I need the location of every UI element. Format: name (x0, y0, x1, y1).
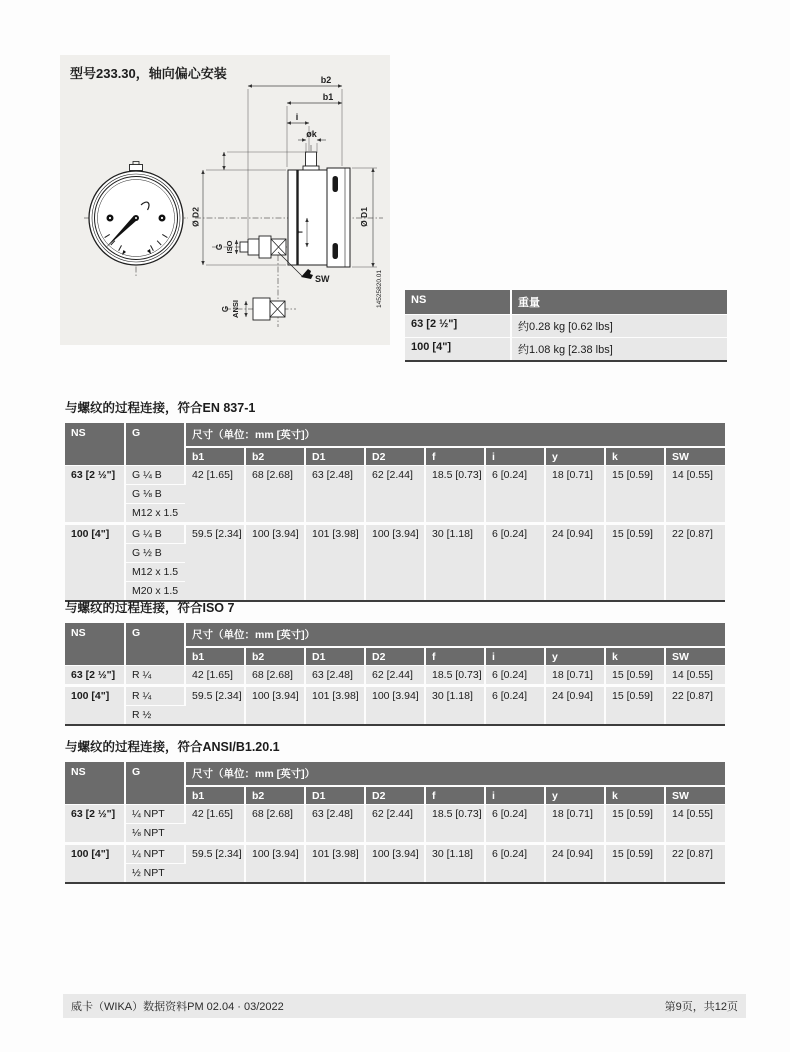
dim-cell: 59.5 [2.34] (185, 686, 245, 725)
col-header: b2 (245, 647, 305, 666)
dim-cell: 18 [0.71] (545, 805, 605, 844)
section-iso7 (65, 598, 725, 726)
dim-cell: 62 [2.44] (365, 466, 425, 524)
section-title: 与螺纹的过程连接，符合EN 837-1 (65, 401, 256, 415)
ns-cell: 63 [2 ½"] (65, 466, 125, 524)
section-title: 与螺纹的过程连接，符合ISO 7 (65, 601, 235, 615)
col-header: i (485, 447, 545, 466)
iso-connection (240, 236, 286, 258)
col-header: SW (665, 447, 725, 466)
thread-cell: G ⅛ B (125, 485, 185, 504)
dim-cell: 22 [0.87] (665, 844, 725, 883)
col-header: D2 (365, 647, 425, 666)
label-b1: b1 (322, 92, 334, 102)
thread-cell: R ¼ (125, 686, 185, 706)
header-row (65, 423, 725, 447)
thread-cell: M20 x 1.5 (125, 582, 185, 601)
col-header-g: G (125, 623, 185, 666)
dim-cell: 30 [1.18] (425, 524, 485, 601)
drawing-panel (60, 55, 390, 345)
dim-head (65, 423, 725, 466)
table-row (65, 805, 725, 824)
ns-cell: 100 [4"] (65, 686, 125, 725)
section-en837 (65, 398, 725, 602)
fill-plug (306, 152, 317, 166)
col-header-dimensions: 尺寸（单位：mm [英寸]） (185, 423, 725, 447)
dim-cell: 18.5 [0.73] (425, 666, 485, 686)
dim-head (65, 623, 725, 666)
col-header: y (545, 447, 605, 466)
thread-cell: ¼ NPT (125, 805, 185, 824)
col-header: f (425, 447, 485, 466)
dim-cell: 6 [0.24] (485, 524, 545, 601)
weight-cell: 约0.28 kg [0.62 lbs] (511, 315, 727, 338)
dim-cell: 68 [2.68] (245, 466, 305, 524)
thread-cell: ½ NPT (125, 864, 185, 883)
dim-cell: 100 [3.94] (245, 524, 305, 601)
col-header-ns: NS (65, 423, 125, 466)
table-row (65, 524, 725, 544)
label-sw: SW (315, 274, 330, 284)
col-header: b2 (245, 786, 305, 805)
weight-table (405, 290, 727, 362)
dim-cell: 22 [0.87] (665, 686, 725, 725)
thread-cell: R ¼ (125, 666, 185, 686)
dim-cell: 100 [3.94] (365, 844, 425, 883)
wrench-icon (301, 269, 313, 279)
dim-cell: 15 [0.59] (605, 686, 665, 725)
dim-cell: 24 [0.94] (545, 686, 605, 725)
weight-body (405, 315, 727, 361)
ns-cell: 63 [2 ½"] (405, 315, 511, 338)
col-header: D2 (365, 447, 425, 466)
dim-cell: 62 [2.44] (365, 666, 425, 686)
col-header: SW (665, 647, 725, 666)
dim-cell: 63 [2.48] (305, 805, 365, 844)
col-header: y (545, 647, 605, 666)
dim-body (65, 466, 725, 601)
gauge-side-view (195, 145, 383, 327)
header-row (65, 623, 725, 647)
col-header: D1 (305, 786, 365, 805)
col-header: b2 (245, 447, 305, 466)
label-b2: b2 (320, 75, 332, 85)
dim-cell: 68 [2.68] (245, 666, 305, 686)
table-row (65, 666, 725, 686)
dim-cell: 100 [3.94] (245, 844, 305, 883)
col-header-ns: NS (65, 623, 125, 666)
dimension-labels (191, 75, 384, 318)
dim-cell: 15 [0.59] (605, 805, 665, 844)
dim-cell: 15 [0.59] (605, 666, 665, 686)
label-g-ansi-g: G (221, 305, 230, 313)
label-g-iso: ISO (225, 240, 234, 254)
col-header: SW (665, 786, 725, 805)
dim-cell: 42 [1.65] (185, 466, 245, 524)
col-header: D1 (305, 647, 365, 666)
dim-body (65, 805, 725, 883)
col-header: D1 (305, 447, 365, 466)
dim-cell: 6 [0.24] (485, 686, 545, 725)
ns-cell: 100 [4"] (405, 338, 511, 361)
clamp-tab-top (333, 176, 339, 192)
col-header: 重量 (511, 290, 727, 315)
drawing-title: 型号233.30，轴向偏心安装 (70, 66, 227, 81)
col-header: b1 (185, 647, 245, 666)
header-row (405, 290, 727, 315)
dim-cell: 100 [3.94] (245, 686, 305, 725)
dim-cell: 15 [0.59] (605, 466, 665, 524)
dim-cell: 14 [0.55] (665, 666, 725, 686)
table-row (65, 466, 725, 485)
col-header-ns: NS (65, 762, 125, 805)
thread-cell: G ½ B (125, 544, 185, 563)
dim-body (65, 666, 725, 725)
thread-cell: ⅛ NPT (125, 824, 185, 844)
dim-cell: 59.5 [2.34] (185, 844, 245, 883)
thread-cell: R ½ (125, 706, 185, 725)
col-header: f (425, 786, 485, 805)
thread-cell: G ¼ B (125, 524, 185, 544)
label-k: øk (306, 129, 317, 139)
footer-document-id: 威卡（WIKA）数据资料PM 02.04 · 03/2022 (71, 1001, 284, 1013)
weight-head (405, 290, 727, 315)
label-g-ansi: ANSI (231, 300, 240, 318)
col-header: f (425, 647, 485, 666)
clamp-tab-bottom (333, 243, 339, 259)
dim-table-iso7 (65, 623, 725, 724)
dim-cell: 101 [3.98] (305, 686, 365, 725)
dim-table-ansi (65, 762, 725, 882)
dim-cell: 62 [2.44] (365, 805, 425, 844)
ns-cell: 63 [2 ½"] (65, 666, 125, 686)
dim-cell: 42 [1.65] (185, 666, 245, 686)
dim-cell: 18.5 [0.73] (425, 466, 485, 524)
dim-cell: 100 [3.94] (365, 686, 425, 725)
dim-table-en837 (65, 423, 725, 600)
weight-table-grid (405, 290, 727, 360)
label-d2: Ø D2 (190, 207, 201, 227)
dim-cell: 101 [3.98] (305, 844, 365, 883)
col-header-dimensions: 尺寸（单位：mm [英寸]） (185, 623, 725, 647)
label-i: i (295, 112, 299, 122)
label-g-iso-g: G (215, 243, 224, 251)
header-row (65, 762, 725, 786)
dim-cell: 63 [2.48] (305, 666, 365, 686)
col-header: NS (405, 290, 511, 315)
col-header-g: G (125, 762, 185, 805)
dim-cell: 24 [0.94] (545, 524, 605, 601)
col-header: b1 (185, 786, 245, 805)
label-f: f (295, 230, 305, 234)
col-header: k (605, 447, 665, 466)
col-header: y (545, 786, 605, 805)
col-header: k (605, 647, 665, 666)
weight-cell: 约1.08 kg [2.38 lbs] (511, 338, 727, 361)
col-header: k (605, 786, 665, 805)
dim-cell: 15 [0.59] (605, 844, 665, 883)
ns-cell: 100 [4"] (65, 844, 125, 883)
label-d1: Ø D1 (359, 207, 369, 227)
col-header: D2 (365, 786, 425, 805)
page-footer (63, 994, 746, 1018)
thread-cell: M12 x 1.5 (125, 504, 185, 524)
dim-cell: 101 [3.98] (305, 524, 365, 601)
col-header-g: G (125, 423, 185, 466)
dim-cell: 42 [1.65] (185, 805, 245, 844)
table-row (405, 315, 727, 338)
col-header-dimensions: 尺寸（单位：mm [英寸]） (185, 762, 725, 786)
dim-cell: 18 [0.71] (545, 666, 605, 686)
technical-drawing (60, 55, 390, 345)
dim-cell: 30 [1.18] (425, 844, 485, 883)
thread-cell: M12 x 1.5 (125, 563, 185, 582)
dim-cell: 6 [0.24] (485, 844, 545, 883)
col-header: i (485, 647, 545, 666)
table-row (65, 686, 725, 706)
dim-cell: 100 [3.94] (365, 524, 425, 601)
dim-cell: 63 [2.48] (305, 466, 365, 524)
gauge-front-view (84, 162, 188, 277)
dim-cell: 18 [0.71] (545, 466, 605, 524)
footer-page-number: 第9页，共12页 (664, 1001, 738, 1013)
table-row (65, 844, 725, 864)
drawing-number: 14525820.01 (376, 270, 383, 308)
dim-cell: 18.5 [0.73] (425, 805, 485, 844)
thread-cell: G ¼ B (125, 466, 185, 485)
dim-head (65, 762, 725, 805)
thread-cell: ¼ NPT (125, 844, 185, 864)
dim-cell: 6 [0.24] (485, 466, 545, 524)
col-header: i (485, 786, 545, 805)
section-ansi (65, 737, 725, 884)
dim-cell: 14 [0.55] (665, 466, 725, 524)
col-header: b1 (185, 447, 245, 466)
dim-cell: 59.5 [2.34] (185, 524, 245, 601)
ns-cell: 100 [4"] (65, 524, 125, 601)
dim-cell: 30 [1.18] (425, 686, 485, 725)
section-title: 与螺纹的过程连接，符合ANSI/B1.20.1 (65, 740, 280, 754)
dim-cell: 24 [0.94] (545, 844, 605, 883)
dim-cell: 15 [0.59] (605, 524, 665, 601)
ns-cell: 63 [2 ½"] (65, 805, 125, 844)
ansi-connection (253, 298, 285, 320)
dim-cell: 22 [0.87] (665, 524, 725, 601)
dim-cell: 6 [0.24] (485, 805, 545, 844)
dim-cell: 68 [2.68] (245, 805, 305, 844)
dim-cell: 14 [0.55] (665, 805, 725, 844)
table-row (405, 338, 727, 361)
dim-cell: 6 [0.24] (485, 666, 545, 686)
